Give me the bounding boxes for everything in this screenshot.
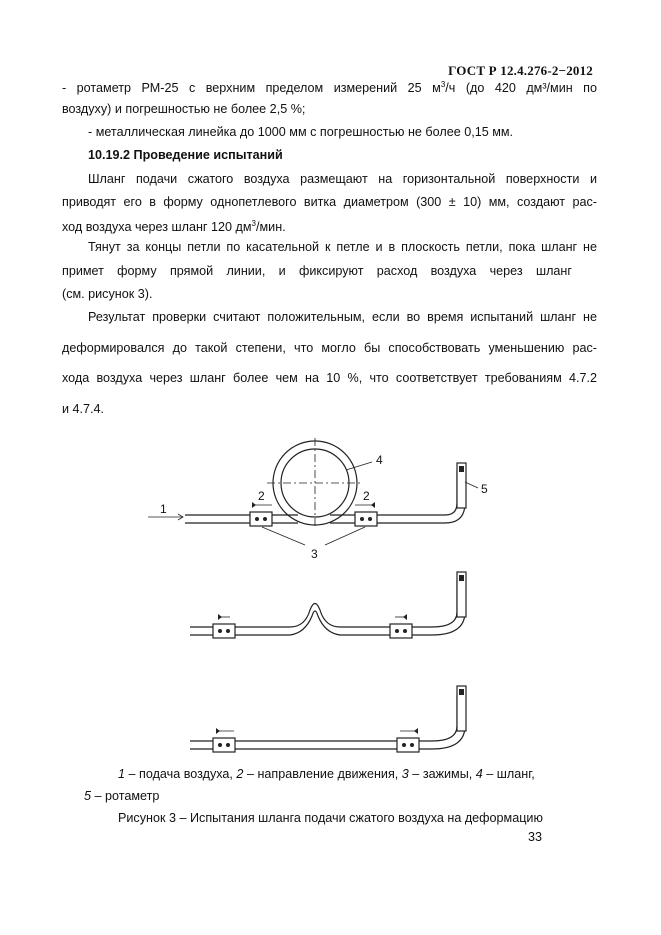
hose-stage-3: [190, 686, 466, 752]
text-line: хода воздуха через шланг более чем на 10 %, что соответствует требованиям 4.7.2: [62, 371, 597, 385]
text-line: - ротаметр РМ-25 с верхним пределом измерений 25 $м^3/ч$ (до 420 дм³/мин по: [62, 80, 597, 96]
text-line: - металлическая линейка до 1000 мм с погрешностью не более 0,15 мм.: [88, 125, 514, 139]
text-line: деформировался до такой степени, что могло бы способствовать уменьшению рас-: [62, 341, 597, 355]
text-line: приводят его в форму однопетлевого витка диаметром (300 ± 10) мм, создают рас-: [62, 195, 597, 209]
text-line: Шланг подачи сжатого воздуха размещают на горизонтальной поверхности и: [88, 172, 597, 186]
label-2-right: 2: [363, 489, 370, 503]
label-1: 1: [160, 502, 167, 516]
text-line: воздуху) и погрешностью не более 2,5 %;: [62, 102, 306, 116]
text-line: Результат проверки считают положительным, если во время испытаний шланг не: [88, 310, 597, 324]
text-line: (см. рисунок 3).: [62, 287, 153, 301]
text-line: и 4.7.4.: [62, 402, 105, 416]
hose-stage-1: [185, 438, 466, 528]
page-number: 33: [528, 830, 543, 844]
label-2-left: 2: [258, 489, 265, 503]
label-5: 5: [481, 482, 488, 496]
figure-caption: Рисунок 3 – Испытания шланга подачи сжатого воздуха на деформацию: [118, 811, 543, 825]
label-4: 4: [376, 453, 383, 467]
text-line: примет форму прямой линии, и фиксируют расход воздуха через шланг: [62, 264, 572, 278]
text-line: Тянут за концы петли по касательной к петле и в плоскость петли, пока шланг не: [88, 240, 597, 254]
hose-stage-2: [190, 572, 466, 638]
label-3: 3: [311, 547, 318, 561]
document-header: ГОСТ Р 12.4.276-2−2012: [448, 63, 593, 78]
figure-legend-line-2: 5 – ротаметр: [84, 789, 160, 803]
text-line: ход воздуха через шланг 120 $дм^3$/мин.: [62, 219, 286, 235]
figure-legend-line-1: 1 – подача воздуха, 2 – направление движения, 3 – зажимы, 4 – шланг,: [118, 767, 535, 781]
section-heading: 10.19.2 Проведение испытаний: [88, 148, 283, 162]
